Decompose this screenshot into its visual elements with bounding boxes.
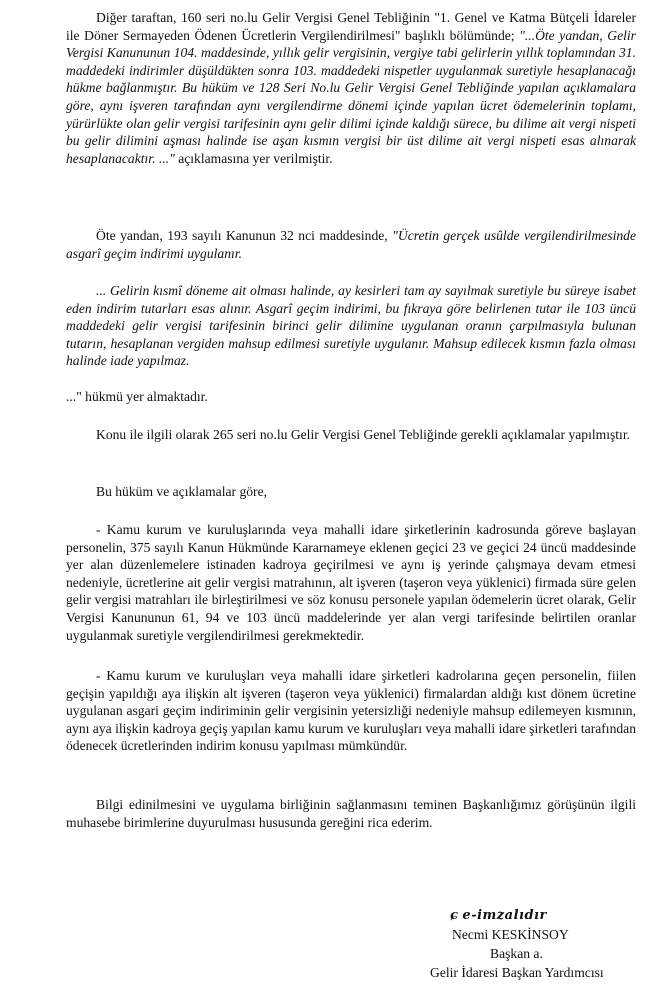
signature-block (430, 905, 652, 982)
paragraph-ruling-1: - Kamu kurum ve kuruluşlarında veya mahalli idare şirketlerinin kadrosunda göreve başlayan personelin, 375 sayılı Kanun Hükmünde Kararnameye eklenen geçici 23 ve geçici 24 üncü maddesinde yer alan düzenlemelere istinaden kadroya geçirilmesi ve aynı iş yerinde çalışmaya devam etmesi nedeniyle, ücretlerine ait gelir vergisi matrahının, alt işveren (taşeron veya yüklenici) firmada süre gelen gelir vergisi matrahları ile birleştirilmesi ve söz konusu personele yapılan ödemelerin ücret olarak, Gelir Vergisi Kanununun 61, 94 ve 103 üncü maddelerinde yer alan vergi tarifesinde belirtilen oranlar uygulanmak suretiyle vergilendirilmesi gerekmektedir. (66, 522, 636, 643)
signatory-title: Başkan a. (490, 946, 543, 961)
paragraph-quoted-provision: ... Gelirin kısmî döneme ait olması halinde, ay kesirleri tam ay sayılmak suretiyle bu süreye isabet eden indirim tutarları esas alınır. Asgarî geçim indirimi, bu fıkraya göre belirlenen tutar ile 103 üncü maddedeki gelir vergisi tarifesinin birinci gelir dilimine uygulanan oranın çarpılmasıyla bulunan tutarın, hesaplanan vergiden mahsup edilmesi suretiyle uygulanır. Mahsup edilecek kısmın fazla olması halinde iade yapılmaz. (66, 283, 636, 369)
signatory-name: Necmi KESKİNSOY (452, 927, 569, 942)
paragraph-ruling-2: - Kamu kurum ve kuruluşları veya mahalli idare şirketleri kadrolarına geçen personelin, fiilen geçişin yapıldığı aya ilişkin alt işveren (taşeron veya yüklenici) firmalardan aldığı kıst dönem ücretine uygulanan asgari geçim indiriminin gelir vergisinin yetersizliği nedeniyle mahsup edilemeyen kısmının, aynı aya ilişkin kadroya geçiş yapılan kamu kurum ve kuruluşları veya mahalli idare şirketleri tarafından ödenecek ücretlerinden indirim konusu yapılması mümkündür. (66, 668, 636, 754)
e-signature-mark: ɕ e-imzalıdır (450, 908, 547, 923)
paragraph-closing: Bilgi edinilmesini ve uygulama birliğinin sağlanmasını teminen Başkanlığımız görüşünün ilgili muhasebe birimlerine duyurulması hususunda gereğini rica ederim. (66, 797, 636, 830)
paragraph-intro: Diğer taraftan, 160 seri no.lu Gelir Vergisi Genel Tebliğinin "1. Genel ve Katma Bütçeli İdareler ile Döner Sermayeden Ödenen Ücretlerin Vergilendirilmesi" başlıklı bölümünde; (66, 10, 636, 43)
quoted-text: "Ücretin gerçek usûlde vergilendirilmesinde asgarî geçim indirimi uygulanır. (66, 228, 636, 261)
paragraph-related-tebligat: Konu ile ilgili olarak 265 seri no.lu Gelir Vergisi Genel Tebliğinde gerekli açıklamalar yapılmıştır. (96, 427, 630, 442)
paragraph-tebligat-reference (66, 9, 636, 167)
paragraph-accordingly: Bu hüküm ve açıklamalar göre, (96, 484, 267, 499)
e-signature-icon: ɕ (450, 908, 459, 923)
paragraph-law-article (66, 227, 636, 262)
paragraph-tail: açıklamasına yer verilmiştir. (174, 150, 333, 166)
signatory-position: Gelir İdaresi Başkan Yardımcısı (430, 965, 604, 980)
paragraph-provision-end: ..." hükmü yer almaktadır. (66, 389, 208, 404)
paragraph-intro: Öte yandan, 193 sayılı Kanunun 32 nci maddesinde, (96, 228, 393, 243)
quoted-text: "...Öte yandan, Gelir Vergisi Kanununun 104. maddesinde, yıllık gelir vergisinin, vergiye tabi gelirlerin yıllık toplamından 31. maddedeki indirimler düşüldükten sonra 103. maddedeki nispetler uygulanmak suretiyle hesaplanacağı hükme bağlanmıştır. Bu hüküm ve 128 Seri No.lu Gelir Vergisi Genel Tebliğinde yapılan açıklamalara göre, aynı işveren tarafından aynı vergilendirme dönemi içinde yapılan ücret ödemelerinin toplamı, yürürlükte olan gelir vergisi tarifesinin aynı gelir dilimi içinde kaldığı sürece, bu dilime ait vergi nispeti bu gelir dilimini aşması halinde ise aşan kısmın vergisi bir üst dilime ait vergi nispeti esas alınarak hesaplanacaktır. ..." (66, 27, 636, 166)
